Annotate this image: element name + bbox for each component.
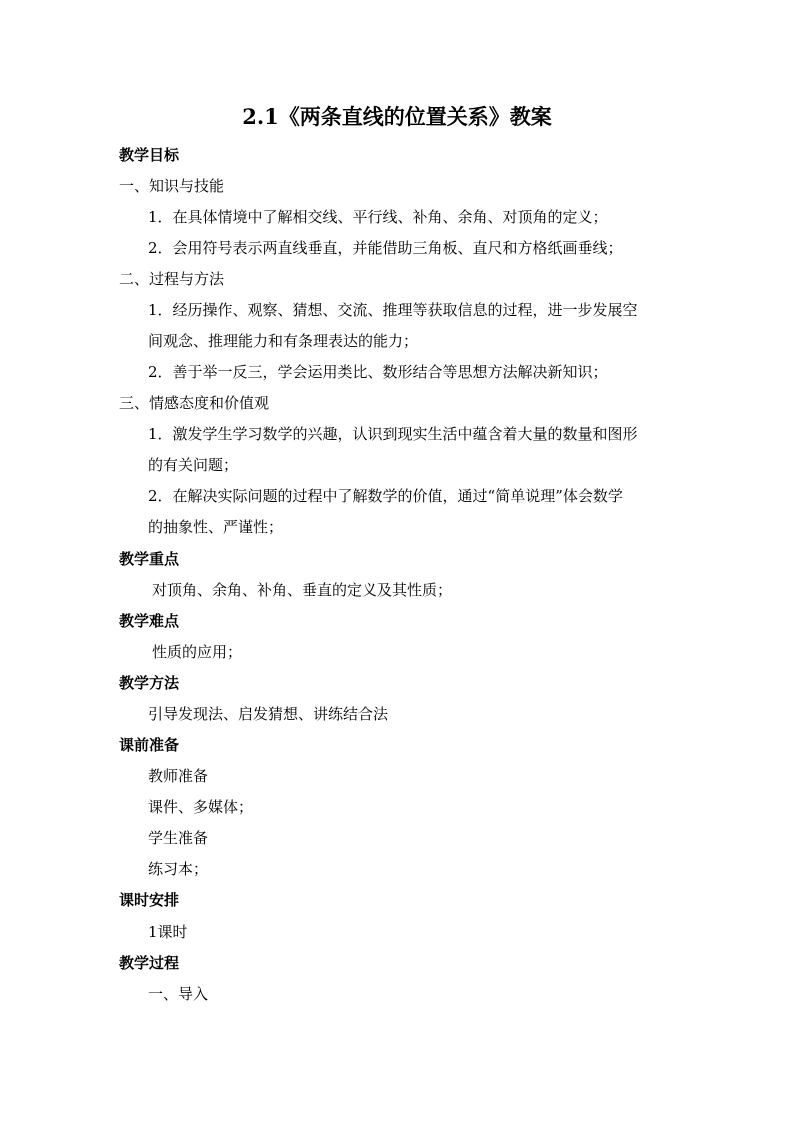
preparation-teacher-items: 课件、多媒体； [148,798,254,816]
schedule-text: 1课时 [148,923,188,941]
preparation-student-items: 练习本； [148,860,209,878]
heading-preparation: 课前准备 [119,736,180,754]
difficulties-text: 性质的应用； [152,643,243,661]
objective-item-1: 1．在具体情境中了解相交线、平行线、补角、余角、对顶角的定义； [148,208,608,226]
preparation-teacher-label: 教师准备 [148,767,209,785]
objective-item-2: 2．会用符号表示两直线垂直，并能借助三角板、直尺和方格纸画垂线； [148,239,623,257]
attitude-item-1-line-2: 的有关问题； [148,456,239,474]
subheading-attitude-values: 三、情感态度和价值观 [119,394,270,412]
process-item-2: 2．善于举一反三，学会运用类比、数形结合等思想方法解决新知识； [148,363,608,381]
attitude-item-2-line-1: 2．在解决实际问题的过程中了解数学的价值，通过“简单说理”体会数学 [148,487,623,505]
heading-key-points: 教学重点 [119,550,180,568]
heading-difficulties: 教学难点 [119,612,180,630]
heading-teaching-process: 教学过程 [119,954,180,972]
key-points-text: 对顶角、余角、补角、垂直的定义及其性质； [152,581,453,599]
document-title: 2.1《两条直线的位置关系》教案 [242,104,552,129]
heading-schedule: 课时安排 [119,891,180,909]
subheading-knowledge-skills: 一、知识与技能 [119,177,225,195]
subheading-process-method: 二、过程与方法 [119,270,225,288]
preparation-student-label: 学生准备 [148,829,209,847]
heading-teaching-objectives: 教学目标 [119,146,180,164]
attitude-item-2-line-2: 的抽象性、严谨性； [148,518,284,536]
process-item-1-line-2: 间观念、推理能力和有条理表达的能力； [148,332,419,350]
heading-teaching-method: 教学方法 [119,674,180,692]
attitude-item-1-line-1: 1．激发学生学习数学的兴趣，认识到现实生活中蕴含着大量的数量和图形 [148,425,638,443]
process-item-1-line-1: 1．经历操作、观察、猜想、交流、推理等获取信息的过程，进一步发展空 [148,301,638,319]
teaching-method-text: 引导发现法、启发猜想、讲练结合法 [148,705,389,723]
process-step-intro: 一、导入 [148,985,209,1003]
